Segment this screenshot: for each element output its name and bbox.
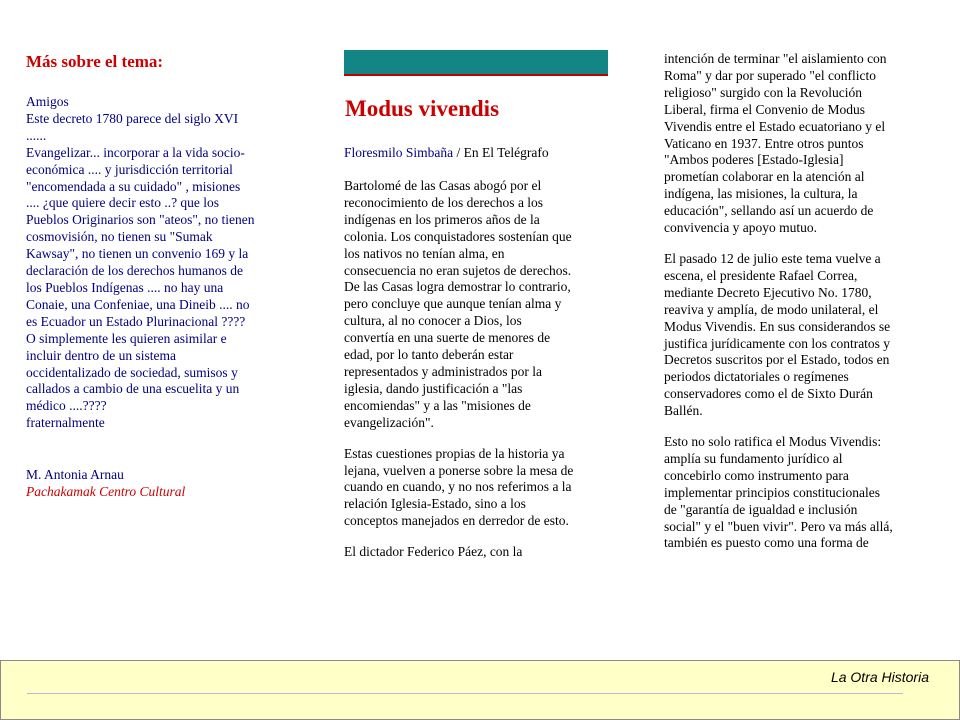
- text-line: concebirlo como instrumento para: [664, 467, 849, 483]
- page-footer: [0, 660, 960, 720]
- comment-line: occidentalizado de sociedad, sumisos y: [26, 364, 238, 380]
- article-title: Modus vivendis: [345, 96, 500, 121]
- comment-line: callados a cambio de una escuelita y un: [26, 381, 240, 397]
- text-line: Bartolomé de las Casas abogó por el: [344, 178, 542, 193]
- author-name: Floresmilo Simbaña: [344, 145, 454, 160]
- comment-line: los Pueblos Indígenas .... no hay una: [26, 279, 224, 295]
- text-line: Ballén.: [664, 403, 703, 419]
- text-line: consecuencia no eran sujetos de derechos.: [344, 262, 572, 278]
- comment-line: Este decreto 1780 parece del siglo XVI: [26, 110, 239, 126]
- text-line: también es puesto como una forma de: [664, 535, 869, 551]
- text-line: indígena, las misiones, la cultura, la: [664, 186, 858, 202]
- text-line: Vivendis entre el Estado ecuatoriano y el: [664, 118, 886, 134]
- paragraph: [664, 51, 936, 237]
- comment-author: M. Antonia Arnau: [26, 467, 124, 483]
- text-line: reconocimiento de los derechos a los: [344, 194, 544, 210]
- comment-line: Kawsay", no tienen un convenio 169 y la: [26, 246, 249, 262]
- related-comment-column: [26, 52, 298, 501]
- paragraph: [344, 178, 616, 432]
- related-heading: Más sobre el tema:: [26, 52, 164, 71]
- footer-divider: [27, 693, 903, 694]
- text-line: El dictador Federico Páez, con la: [344, 544, 523, 560]
- comment-line: fraternalmente: [26, 415, 105, 431]
- title-banner: [344, 50, 608, 76]
- text-line: colonia. Los conquistadores sostenían que: [344, 228, 572, 244]
- comment-line: Pueblos Originarios son "ateos", no tienen: [26, 212, 255, 228]
- text-line: Vaticano en 1937. Entre otros puntos: [664, 135, 864, 151]
- text-line: implementar principios constitucionales: [664, 484, 880, 500]
- comment-text: [26, 94, 298, 432]
- text-line: cultura, al no conocer a Dios, los: [344, 313, 522, 329]
- text-line: Liberal, firma el Convenio de Modus: [664, 101, 865, 117]
- paragraph: [664, 434, 936, 552]
- text-line: reaviva y amplía, de modo unilateral, el: [664, 301, 879, 317]
- text-line: De las Casas logra demostrar lo contrario,: [344, 279, 571, 295]
- text-line: El pasado 12 de julio este tema vuelve a: [664, 250, 881, 266]
- text-line: iglesia, dando justificación a "las: [344, 380, 523, 396]
- comment-line: declaración de los derechos humanos de: [26, 263, 244, 279]
- text-line: "Ambos poderes [Estado-Iglesia]: [664, 152, 844, 168]
- comment-line: es Ecuador un Estado Plurinacional ????: [26, 313, 246, 329]
- comment-line: Conaie, una Confeniae, una Dineib .... no: [26, 296, 250, 312]
- comment-line: Evangelizar... incorporar a la vida socio-: [26, 144, 245, 160]
- comment-line: cosmovisión, no tienen su "Sumak: [26, 229, 213, 245]
- text-line: conceptos manejados en derredor de esto.: [344, 513, 569, 529]
- text-line: Decretos suscritos por el Estado, todos en: [664, 352, 890, 368]
- paragraph: [664, 251, 936, 420]
- text-line: evangelización".: [344, 414, 434, 430]
- text-line: pero concluye que aunque tenían alma y: [344, 296, 562, 312]
- comment-line: .... ¿que quiere decir esto ..? que los: [26, 195, 220, 211]
- text-line: prometían colaborar en la atención al: [664, 169, 865, 185]
- comment-line: incluir dentro de un sistema: [26, 347, 176, 363]
- text-line: encomiendas" y a las "misiones de: [344, 397, 531, 413]
- text-line: convivencia y apoyo mutuo.: [664, 220, 817, 236]
- paragraph: [344, 544, 616, 561]
- text-line: Estas cuestiones propias de la historia ya: [344, 445, 565, 461]
- text-line: los nativos no tenían alma, en: [344, 245, 505, 261]
- article-column-2: [664, 51, 936, 566]
- text-line: convertía en una suerte de menores de: [344, 330, 551, 346]
- comment-line: "encomendada a su cuidado" , misiones: [26, 178, 241, 194]
- text-line: edad, por lo tanto deberán estar: [344, 347, 514, 363]
- text-line: periodos dictatoriales o regímenes: [664, 369, 849, 385]
- text-line: Roma" y dar por superado "el conflicto: [664, 67, 876, 83]
- text-line: representados y administrados por la: [344, 363, 542, 379]
- byline-source: / En El Telégrafo: [453, 145, 549, 160]
- text-line: relación Iglesia-Estado, sino a los: [344, 496, 526, 512]
- comment-line: O simplemente les quieren asimilar e: [26, 330, 227, 346]
- text-line: Esto no solo ratifica el Modus Vivendis:: [664, 434, 882, 450]
- article-body-1: [344, 178, 616, 575]
- comment-line: médico ....????: [26, 398, 107, 414]
- comment-organization: Pachakamak Centro Cultural: [26, 484, 186, 500]
- text-line: cuando en cuando, y no nos referimos a la: [344, 479, 572, 495]
- text-line: conservadores como el de Sixto Durán: [664, 386, 873, 402]
- text-line: intención de terminar "el aislamiento con: [664, 51, 887, 66]
- comment-line: económica .... y jurisdicción territorial: [26, 161, 233, 177]
- paragraph: [344, 446, 616, 531]
- text-line: de "garantía de igualdad e inclusión: [664, 501, 858, 517]
- text-line: religioso" surgido con la Revolución: [664, 84, 862, 100]
- text-line: lejana, vuelven a ponerse sobre la mesa de: [344, 462, 574, 478]
- text-line: Modus Vivendis. En sus considerandos se: [664, 318, 891, 334]
- text-line: social" y el "buen vivir". Pero va más allá,: [664, 518, 893, 534]
- text-line: amplía su fundamento jurídico al: [664, 450, 843, 466]
- text-line: mediante Decreto Ejecutivo No. 1780,: [664, 284, 872, 300]
- comment-line: ......: [26, 127, 47, 143]
- text-line: escena, el presidente Rafael Correa,: [664, 267, 858, 283]
- article-byline: [344, 145, 549, 162]
- text-line: indígenas en los primeros años de la: [344, 211, 540, 227]
- text-line: justifica jurídicamente con los contratos y: [664, 335, 891, 351]
- comment-line: Amigos: [26, 94, 69, 109]
- text-line: educación", sellando así un acuerdo de: [664, 203, 874, 219]
- footer-title: La Otra Historia: [830, 669, 929, 685]
